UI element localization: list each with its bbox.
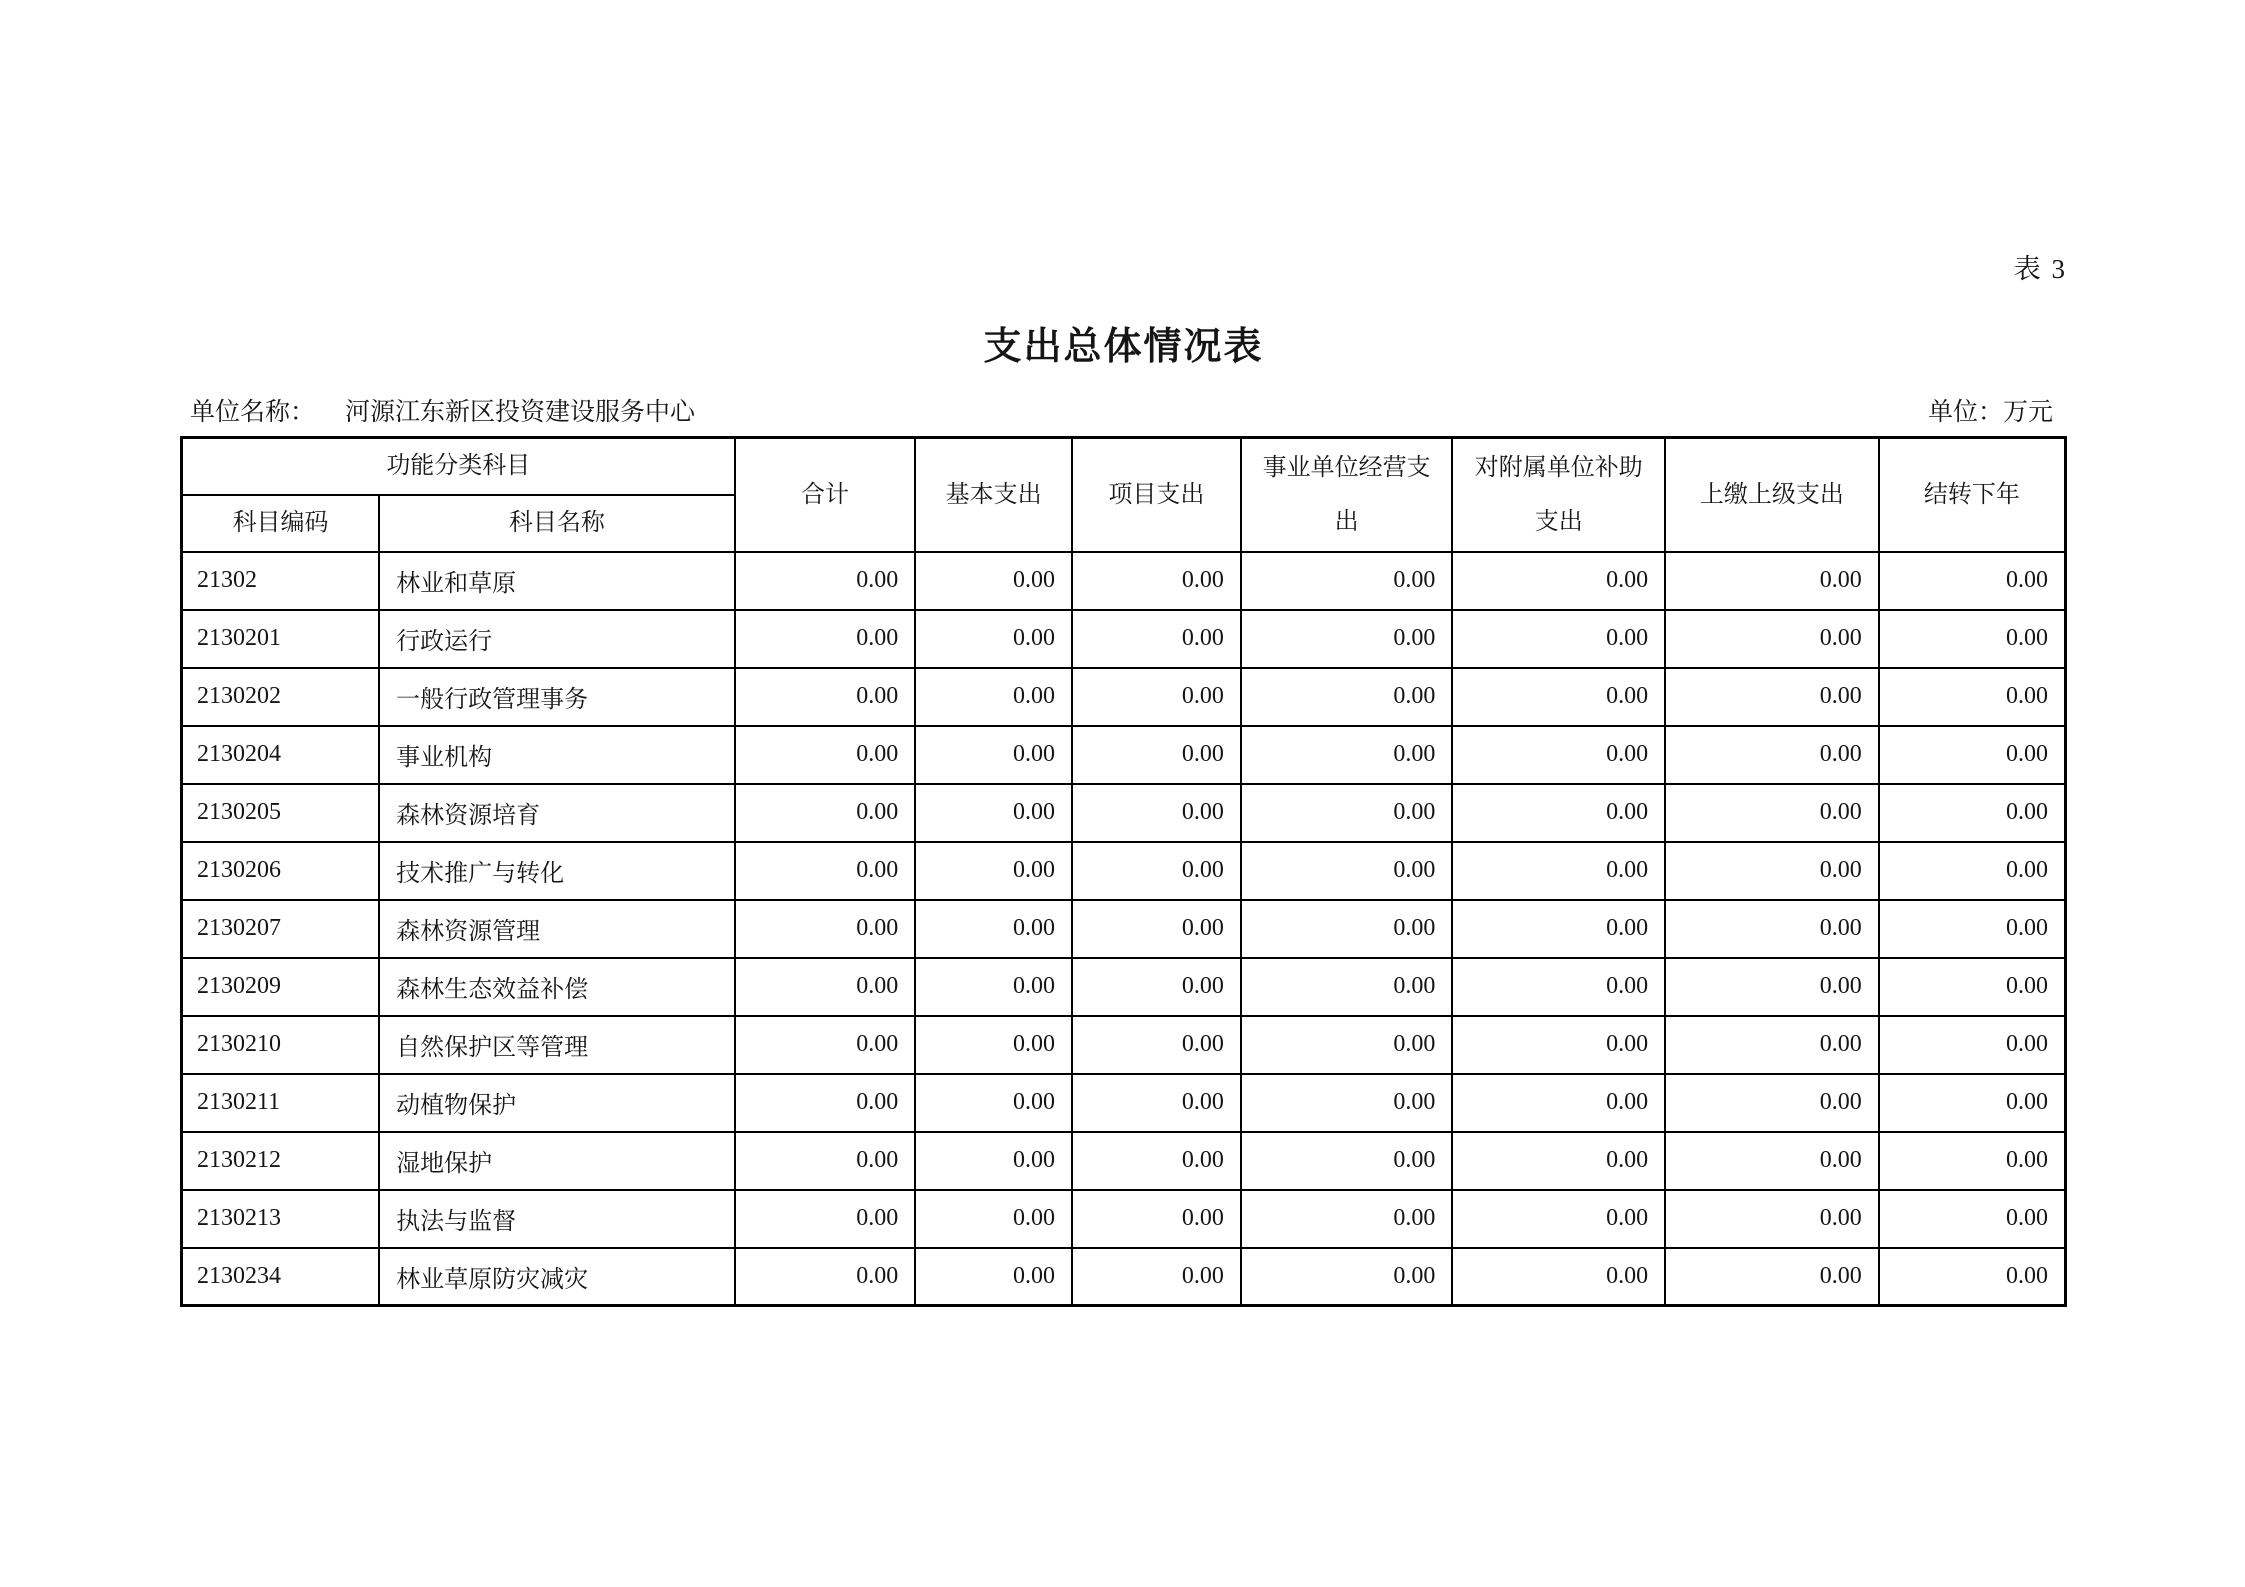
value-cell: 0.00 <box>735 1132 916 1190</box>
value-cell: 0.00 <box>1665 1074 1879 1132</box>
subject-code-cell: 2130202 <box>182 668 380 726</box>
value-cell: 0.00 <box>1452 1190 1665 1248</box>
table-number-label: 表 3 <box>2013 254 2067 284</box>
value-cell: 0.00 <box>1072 784 1241 842</box>
value-cell: 0.00 <box>1452 1132 1665 1190</box>
unit-name-label: 单位名称： <box>190 399 316 426</box>
table-row <box>182 842 2066 900</box>
page-title: 支出总体情况表 <box>983 326 1264 368</box>
value-cell: 0.00 <box>1241 610 1453 668</box>
subject-name-cell: 技术推广与转化 <box>379 842 735 900</box>
value-cell: 0.00 <box>1241 552 1453 610</box>
subject-name-cell: 湿地保护 <box>379 1132 735 1190</box>
value-cell: 0.00 <box>915 900 1072 958</box>
value-cell: 0.00 <box>1072 842 1241 900</box>
value-cell: 0.00 <box>1879 1074 2066 1132</box>
value-cell: 0.00 <box>1241 784 1453 842</box>
value-cell: 0.00 <box>915 668 1072 726</box>
value-cell: 0.00 <box>1879 842 2066 900</box>
value-cell: 0.00 <box>1879 1248 2066 1306</box>
currency-unit-label: 单位：万元 <box>1927 399 2053 426</box>
value-cell: 0.00 <box>915 1248 1072 1306</box>
value-cell: 0.00 <box>1879 1190 2066 1248</box>
subject-name-cell: 森林资源培育 <box>379 784 735 842</box>
value-cell: 0.00 <box>1241 1074 1453 1132</box>
value-cell: 0.00 <box>1452 552 1665 610</box>
subject-name-cell: 森林生态效益补偿 <box>379 958 735 1016</box>
subject-code-cell: 2130210 <box>182 1016 380 1074</box>
subject-code-cell: 2130207 <box>182 900 380 958</box>
value-cell: 0.00 <box>1452 610 1665 668</box>
value-cell: 0.00 <box>1241 1248 1453 1306</box>
value-cell: 0.00 <box>1665 1016 1879 1074</box>
value-cell: 0.00 <box>1452 1248 1665 1306</box>
unit-name <box>180 392 695 428</box>
value-cell: 0.00 <box>735 1016 916 1074</box>
value-cell: 0.00 <box>1665 958 1879 1016</box>
value-cell: 0.00 <box>1452 958 1665 1016</box>
value-cell: 0.00 <box>1241 1132 1453 1190</box>
value-cell: 0.00 <box>1241 900 1453 958</box>
table-row <box>182 1132 2066 1190</box>
value-cell: 0.00 <box>1072 958 1241 1016</box>
value-cell: 0.00 <box>915 1016 1072 1074</box>
table-row <box>182 1190 2066 1248</box>
value-cell: 0.00 <box>735 610 916 668</box>
subject-name-cell: 事业机构 <box>379 726 735 784</box>
value-cell: 0.00 <box>1665 726 1879 784</box>
value-cell: 0.00 <box>1241 958 1453 1016</box>
value-cell: 0.00 <box>915 1190 1072 1248</box>
value-cell: 0.00 <box>1072 900 1241 958</box>
subject-code-cell: 2130209 <box>182 958 380 1016</box>
header-subsidy-to-affiliates: 对附属单位补助支出 <box>1452 438 1665 552</box>
value-cell: 0.00 <box>1241 668 1453 726</box>
subject-code-cell: 2130211 <box>182 1074 380 1132</box>
value-cell: 0.00 <box>1072 552 1241 610</box>
table-row <box>182 1016 2066 1074</box>
value-cell: 0.00 <box>1452 1016 1665 1074</box>
header-total: 合计 <box>735 438 916 552</box>
value-cell: 0.00 <box>735 784 916 842</box>
value-cell: 0.00 <box>1452 842 1665 900</box>
subject-name-cell: 林业草原防灾减灾 <box>379 1248 735 1306</box>
header-row-group <box>182 438 2066 495</box>
header-subject-name: 科目名称 <box>379 495 735 552</box>
value-cell: 0.00 <box>1879 1016 2066 1074</box>
value-cell: 0.00 <box>1072 1248 1241 1306</box>
header-operating-expenditure: 事业单位经营支出 <box>1241 438 1453 552</box>
value-cell: 0.00 <box>1879 958 2066 1016</box>
value-cell: 0.00 <box>735 900 916 958</box>
value-cell: 0.00 <box>1665 1248 1879 1306</box>
value-cell: 0.00 <box>1072 1132 1241 1190</box>
value-cell: 0.00 <box>915 784 1072 842</box>
subject-name-cell: 动植物保护 <box>379 1074 735 1132</box>
value-cell: 0.00 <box>915 1132 1072 1190</box>
table-row <box>182 726 2066 784</box>
value-cell: 0.00 <box>735 1190 916 1248</box>
value-cell: 0.00 <box>1665 668 1879 726</box>
table-row <box>182 900 2066 958</box>
value-cell: 0.00 <box>1072 726 1241 784</box>
subject-name-cell: 自然保护区等管理 <box>379 1016 735 1074</box>
value-cell: 0.00 <box>735 958 916 1016</box>
value-cell: 0.00 <box>1072 1074 1241 1132</box>
value-cell: 0.00 <box>1665 552 1879 610</box>
header-subject-code: 科目编码 <box>182 495 380 552</box>
table-row <box>182 668 2066 726</box>
value-cell: 0.00 <box>1879 1132 2066 1190</box>
value-cell: 0.00 <box>1665 1190 1879 1248</box>
value-cell: 0.00 <box>915 1074 1072 1132</box>
table-row <box>182 1248 2066 1306</box>
subject-code-cell: 2130212 <box>182 1132 380 1190</box>
value-cell: 0.00 <box>1241 726 1453 784</box>
value-cell: 0.00 <box>735 668 916 726</box>
value-cell: 0.00 <box>915 726 1072 784</box>
subject-code-cell: 2130213 <box>182 1190 380 1248</box>
value-cell: 0.00 <box>915 552 1072 610</box>
header-basic-expenditure: 基本支出 <box>915 438 1072 552</box>
subject-code-cell: 2130201 <box>182 610 380 668</box>
value-cell: 0.00 <box>1241 1016 1453 1074</box>
table-row <box>182 552 2066 610</box>
value-cell: 0.00 <box>1072 610 1241 668</box>
value-cell: 0.00 <box>1665 610 1879 668</box>
unit-name-value: 河源江东新区投资建设服务中心 <box>345 399 696 426</box>
subject-name-cell: 行政运行 <box>379 610 735 668</box>
value-cell: 0.00 <box>1072 1190 1241 1248</box>
header-payment-to-superior: 上缴上级支出 <box>1665 438 1879 552</box>
value-cell: 0.00 <box>735 726 916 784</box>
value-cell: 0.00 <box>1665 1132 1879 1190</box>
subject-code-cell: 2130205 <box>182 784 380 842</box>
value-cell: 0.00 <box>1879 784 2066 842</box>
value-cell: 0.00 <box>1452 1074 1665 1132</box>
subject-code-cell: 2130204 <box>182 726 380 784</box>
table-row <box>182 958 2066 1016</box>
value-cell: 0.00 <box>1452 726 1665 784</box>
table-row <box>182 1074 2066 1132</box>
value-cell: 0.00 <box>1879 552 2066 610</box>
value-cell: 0.00 <box>1452 784 1665 842</box>
value-cell: 0.00 <box>1452 900 1665 958</box>
value-cell: 0.00 <box>1241 842 1453 900</box>
value-cell: 0.00 <box>735 552 916 610</box>
subject-name-cell: 执法与监督 <box>379 1190 735 1248</box>
value-cell: 0.00 <box>1879 900 2066 958</box>
info-line <box>180 392 2067 428</box>
header-function-category: 功能分类科目 <box>182 438 735 495</box>
value-cell: 0.00 <box>1665 784 1879 842</box>
value-cell: 0.00 <box>1072 1016 1241 1074</box>
table-header <box>182 438 2066 552</box>
value-cell: 0.00 <box>1665 842 1879 900</box>
subject-name-cell: 一般行政管理事务 <box>379 668 735 726</box>
value-cell: 0.00 <box>1452 668 1665 726</box>
subject-code-cell: 21302 <box>182 552 380 610</box>
value-cell: 0.00 <box>1072 668 1241 726</box>
value-cell: 0.00 <box>1879 726 2066 784</box>
expenditure-table <box>180 436 2067 1307</box>
header-project-expenditure: 项目支出 <box>1072 438 1241 552</box>
table-row <box>182 610 2066 668</box>
subject-code-cell: 2130234 <box>182 1248 380 1306</box>
table-row <box>182 784 2066 842</box>
value-cell: 0.00 <box>1665 900 1879 958</box>
subject-code-cell: 2130206 <box>182 842 380 900</box>
value-cell: 0.00 <box>915 842 1072 900</box>
value-cell: 0.00 <box>915 610 1072 668</box>
value-cell: 0.00 <box>1879 668 2066 726</box>
value-cell: 0.00 <box>735 842 916 900</box>
value-cell: 0.00 <box>1879 610 2066 668</box>
value-cell: 0.00 <box>1241 1190 1453 1248</box>
subject-name-cell: 森林资源管理 <box>379 900 735 958</box>
value-cell: 0.00 <box>915 958 1072 1016</box>
header-carryover-next-year: 结转下年 <box>1879 438 2066 552</box>
value-cell: 0.00 <box>735 1248 916 1306</box>
subject-name-cell: 林业和草原 <box>379 552 735 610</box>
value-cell: 0.00 <box>735 1074 916 1132</box>
table-body <box>182 552 2066 1306</box>
